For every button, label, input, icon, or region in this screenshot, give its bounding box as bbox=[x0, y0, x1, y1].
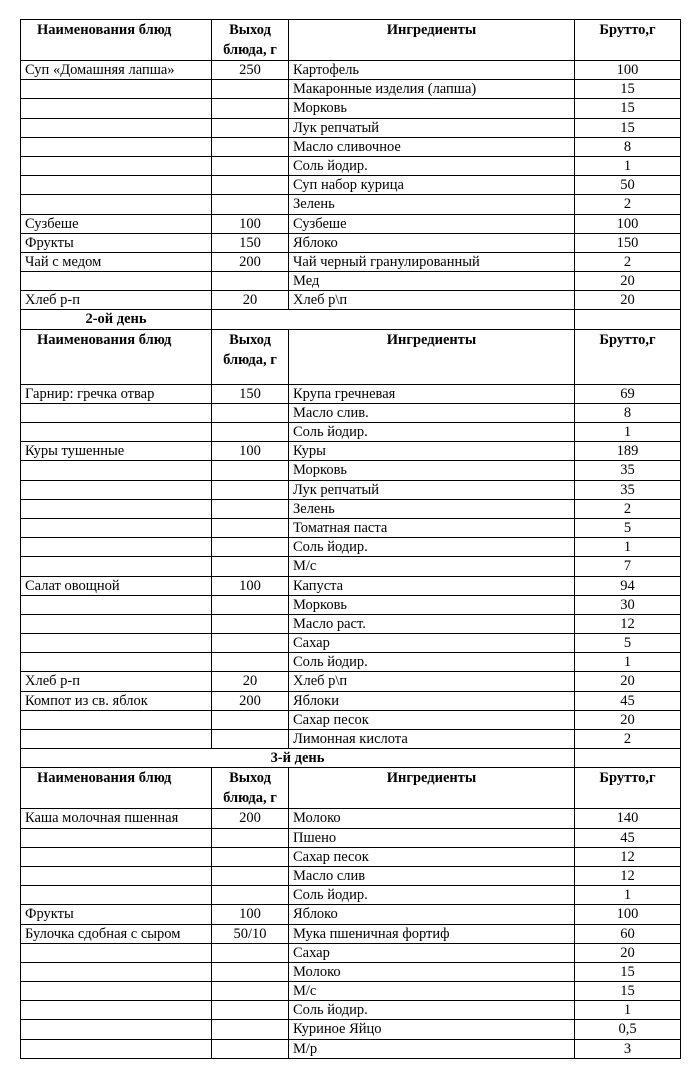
ingredient-name-cell: Сахар bbox=[289, 943, 575, 962]
table-row bbox=[21, 962, 681, 981]
ingredient-gross-cell: 5 bbox=[575, 634, 681, 653]
header-yield bbox=[212, 20, 289, 61]
ingredient-gross-cell: 8 bbox=[575, 403, 681, 422]
ingredient-name-cell: Молоко bbox=[289, 962, 575, 981]
ingredient-gross-cell: 1 bbox=[575, 653, 681, 672]
dish-yield-cell: 100 bbox=[212, 214, 289, 233]
ingredient-gross-cell: 15 bbox=[575, 118, 681, 137]
header-yield bbox=[212, 329, 289, 384]
ingredient-gross-cell: 69 bbox=[575, 384, 681, 403]
day-empty-cell bbox=[575, 749, 681, 768]
dish-yield-cell bbox=[212, 710, 289, 729]
dish-yield-cell: 50/10 bbox=[212, 924, 289, 943]
header-yield-line2: блюда, г bbox=[223, 351, 277, 368]
ingredient-gross-cell: 35 bbox=[575, 480, 681, 499]
table-row bbox=[21, 195, 681, 214]
ingredient-name-cell: Масло сливочное bbox=[289, 137, 575, 156]
ingredient-gross-cell: 20 bbox=[575, 291, 681, 310]
table-row bbox=[21, 730, 681, 749]
dish-name-cell bbox=[21, 461, 212, 480]
ingredient-gross-cell: 20 bbox=[575, 672, 681, 691]
day-label: 3-й день bbox=[21, 749, 575, 768]
dish-name-cell bbox=[21, 943, 212, 962]
table-row bbox=[21, 499, 681, 518]
table-row bbox=[21, 557, 681, 576]
dish-name-cell: Фрукты bbox=[21, 905, 212, 924]
dish-yield-cell bbox=[212, 634, 289, 653]
ingredient-gross-cell: 45 bbox=[575, 828, 681, 847]
table-row bbox=[21, 156, 681, 175]
table-row bbox=[21, 924, 681, 943]
dish-name-cell bbox=[21, 1039, 212, 1058]
ingredient-name-cell: Мед bbox=[289, 272, 575, 291]
ingredient-name-cell: М/с bbox=[289, 557, 575, 576]
ingredient-name-cell: Крупа гречневая bbox=[289, 384, 575, 403]
dish-yield-cell bbox=[212, 99, 289, 118]
table-row bbox=[21, 1001, 681, 1020]
table-row bbox=[21, 866, 681, 885]
dish-yield-cell bbox=[212, 176, 289, 195]
dish-yield-cell bbox=[212, 518, 289, 537]
dish-name-cell bbox=[21, 195, 212, 214]
dish-name-cell bbox=[21, 730, 212, 749]
header-dish: Наименования блюд bbox=[21, 20, 212, 61]
ingredient-gross-cell: 150 bbox=[575, 233, 681, 252]
dish-name-cell: Хлеб р-п bbox=[21, 291, 212, 310]
dish-name-cell bbox=[21, 176, 212, 195]
dish-yield-cell bbox=[212, 595, 289, 614]
dish-yield-cell bbox=[212, 828, 289, 847]
dish-yield-cell bbox=[212, 272, 289, 291]
header-yield-line1: Выход bbox=[229, 331, 271, 348]
dish-name-cell: Салат овощной bbox=[21, 576, 212, 595]
dish-yield-cell bbox=[212, 962, 289, 981]
ingredient-gross-cell: 7 bbox=[575, 557, 681, 576]
dish-yield-cell: 100 bbox=[212, 576, 289, 595]
table-row bbox=[21, 1039, 681, 1058]
ingredient-name-cell: Соль йодир. bbox=[289, 156, 575, 175]
ingredient-name-cell: Чай черный гранулированный bbox=[289, 252, 575, 271]
dish-name-cell bbox=[21, 866, 212, 885]
table-row bbox=[21, 653, 681, 672]
ingredient-gross-cell: 0,5 bbox=[575, 1020, 681, 1039]
dish-name-cell bbox=[21, 847, 212, 866]
dish-yield-cell: 20 bbox=[212, 672, 289, 691]
dish-name-cell: Суп «Домашняя лапша» bbox=[21, 61, 212, 80]
ingredient-name-cell: Томатная паста bbox=[289, 518, 575, 537]
dish-yield-cell bbox=[212, 1020, 289, 1039]
day-empty-cell bbox=[212, 310, 575, 329]
table-row bbox=[21, 118, 681, 137]
header-row bbox=[21, 768, 681, 809]
ingredient-name-cell: Соль йодир. bbox=[289, 653, 575, 672]
dish-name-cell bbox=[21, 962, 212, 981]
ingredient-name-cell: Макаронные изделия (лапша) bbox=[289, 80, 575, 99]
dish-yield-cell: 100 bbox=[212, 442, 289, 461]
ingredient-name-cell: Морковь bbox=[289, 595, 575, 614]
ingredient-gross-cell: 45 bbox=[575, 691, 681, 710]
ingredient-gross-cell: 2 bbox=[575, 252, 681, 271]
dish-yield-cell: 150 bbox=[212, 233, 289, 252]
dish-name-cell: Хлеб р-п bbox=[21, 672, 212, 691]
ingredient-name-cell: Соль йодир. bbox=[289, 886, 575, 905]
ingredient-name-cell: Яблоки bbox=[289, 691, 575, 710]
table-row bbox=[21, 80, 681, 99]
dish-name-cell bbox=[21, 982, 212, 1001]
table-row bbox=[21, 672, 681, 691]
ingredient-gross-cell: 1 bbox=[575, 156, 681, 175]
table-row bbox=[21, 634, 681, 653]
ingredient-name-cell: Зелень bbox=[289, 195, 575, 214]
table-row bbox=[21, 461, 681, 480]
ingredient-name-cell: Пшено bbox=[289, 828, 575, 847]
ingredient-name-cell: Капуста bbox=[289, 576, 575, 595]
header-yield-line1: Выход bbox=[229, 770, 271, 787]
table-row bbox=[21, 886, 681, 905]
table-row bbox=[21, 423, 681, 442]
ingredient-name-cell: Лук репчатый bbox=[289, 480, 575, 499]
dish-yield-cell bbox=[212, 195, 289, 214]
ingredient-name-cell: Яблоко bbox=[289, 905, 575, 924]
table-row bbox=[21, 905, 681, 924]
ingredient-gross-cell: 60 bbox=[575, 924, 681, 943]
table-row bbox=[21, 176, 681, 195]
ingredient-gross-cell: 8 bbox=[575, 137, 681, 156]
dish-name-cell bbox=[21, 99, 212, 118]
header-yield-line1: Выход bbox=[229, 22, 271, 38]
dish-yield-cell: 150 bbox=[212, 384, 289, 403]
ingredient-name-cell: Сузбеше bbox=[289, 214, 575, 233]
dish-name-cell bbox=[21, 423, 212, 442]
ingredient-name-cell: Лимонная кислота bbox=[289, 730, 575, 749]
header-yield-line2: блюда, г bbox=[223, 790, 277, 807]
dish-yield-cell bbox=[212, 866, 289, 885]
header-row bbox=[21, 329, 681, 384]
ingredient-name-cell: Масло слив bbox=[289, 866, 575, 885]
dish-yield-cell bbox=[212, 1039, 289, 1058]
header-dish: Наименования блюд bbox=[21, 329, 212, 384]
dish-yield-cell bbox=[212, 886, 289, 905]
dish-name-cell bbox=[21, 538, 212, 557]
ingredient-gross-cell: 35 bbox=[575, 461, 681, 480]
ingredient-name-cell: Хлеб р\п bbox=[289, 672, 575, 691]
table-row bbox=[21, 518, 681, 537]
ingredient-name-cell: М/с bbox=[289, 982, 575, 1001]
dish-name-cell: Фрукты bbox=[21, 233, 212, 252]
table-row bbox=[21, 99, 681, 118]
dish-name-cell: Булочка сдобная с сыром bbox=[21, 924, 212, 943]
dish-name-cell bbox=[21, 557, 212, 576]
ingredient-name-cell: М/р bbox=[289, 1039, 575, 1058]
dish-yield-cell: 200 bbox=[212, 252, 289, 271]
header-gross: Брутто,г bbox=[575, 329, 681, 384]
dish-name-cell: Гарнир: гречка отвар bbox=[21, 384, 212, 403]
table-row bbox=[21, 828, 681, 847]
ingredient-gross-cell: 50 bbox=[575, 176, 681, 195]
ingredient-gross-cell: 20 bbox=[575, 943, 681, 962]
ingredient-gross-cell: 5 bbox=[575, 518, 681, 537]
ingredient-gross-cell: 100 bbox=[575, 905, 681, 924]
table-row bbox=[21, 291, 681, 310]
dish-yield-cell bbox=[212, 1001, 289, 1020]
ingredient-gross-cell: 1 bbox=[575, 538, 681, 557]
dish-name-cell bbox=[21, 595, 212, 614]
dish-name-cell bbox=[21, 886, 212, 905]
ingredient-gross-cell: 100 bbox=[575, 61, 681, 80]
dish-yield-cell bbox=[212, 499, 289, 518]
table-row bbox=[21, 272, 681, 291]
table-row bbox=[21, 1020, 681, 1039]
ingredient-name-cell: Соль йодир. bbox=[289, 423, 575, 442]
dish-name-cell bbox=[21, 710, 212, 729]
header-ingredients: Ингредиенты bbox=[289, 20, 575, 61]
table-row bbox=[21, 442, 681, 461]
dish-yield-cell bbox=[212, 137, 289, 156]
dish-yield-cell: 250 bbox=[212, 61, 289, 80]
dish-yield-cell bbox=[212, 480, 289, 499]
dish-yield-cell bbox=[212, 423, 289, 442]
dish-yield-cell: 200 bbox=[212, 691, 289, 710]
ingredient-gross-cell: 20 bbox=[575, 272, 681, 291]
ingredient-gross-cell: 30 bbox=[575, 595, 681, 614]
header-yield-line2: блюда, г bbox=[223, 42, 277, 58]
dish-name-cell bbox=[21, 499, 212, 518]
dish-name-cell bbox=[21, 156, 212, 175]
day-row bbox=[21, 749, 681, 768]
ingredient-name-cell: Масло раст. bbox=[289, 614, 575, 633]
ingredient-gross-cell: 15 bbox=[575, 80, 681, 99]
table-row bbox=[21, 809, 681, 828]
ingredient-name-cell: Зелень bbox=[289, 499, 575, 518]
table-row bbox=[21, 982, 681, 1001]
dish-yield-cell: 20 bbox=[212, 291, 289, 310]
dish-yield-cell bbox=[212, 653, 289, 672]
ingredient-name-cell: Суп набор курица bbox=[289, 176, 575, 195]
ingredient-name-cell: Морковь bbox=[289, 99, 575, 118]
ingredient-gross-cell: 1 bbox=[575, 886, 681, 905]
table-row bbox=[21, 847, 681, 866]
dish-yield-cell bbox=[212, 614, 289, 633]
menu-table-body bbox=[21, 20, 681, 1059]
dish-name-cell bbox=[21, 828, 212, 847]
ingredient-name-cell: Куриное Яйцо bbox=[289, 1020, 575, 1039]
ingredient-gross-cell: 15 bbox=[575, 982, 681, 1001]
dish-name-cell bbox=[21, 137, 212, 156]
header-ingredients: Ингредиенты bbox=[289, 329, 575, 384]
day-row bbox=[21, 310, 681, 329]
dish-yield-cell bbox=[212, 118, 289, 137]
table-row bbox=[21, 137, 681, 156]
header-gross: Брутто,г bbox=[575, 20, 681, 61]
ingredient-name-cell: Мука пшеничная фортиф bbox=[289, 924, 575, 943]
dish-name-cell: Сузбеше bbox=[21, 214, 212, 233]
table-row bbox=[21, 384, 681, 403]
dish-name-cell bbox=[21, 118, 212, 137]
ingredient-gross-cell: 1 bbox=[575, 423, 681, 442]
ingredient-gross-cell: 140 bbox=[575, 809, 681, 828]
ingredient-gross-cell: 94 bbox=[575, 576, 681, 595]
dish-name-cell: Чай с медом bbox=[21, 252, 212, 271]
menu-table bbox=[20, 19, 681, 1059]
ingredient-gross-cell: 15 bbox=[575, 99, 681, 118]
table-row bbox=[21, 691, 681, 710]
ingredient-name-cell: Картофель bbox=[289, 61, 575, 80]
dish-yield-cell: 200 bbox=[212, 809, 289, 828]
header-yield bbox=[212, 768, 289, 809]
ingredient-gross-cell: 189 bbox=[575, 442, 681, 461]
table-row bbox=[21, 252, 681, 271]
dish-name-cell bbox=[21, 614, 212, 633]
dish-yield-cell bbox=[212, 557, 289, 576]
dish-yield-cell bbox=[212, 730, 289, 749]
dish-name-cell bbox=[21, 1020, 212, 1039]
ingredient-gross-cell: 12 bbox=[575, 614, 681, 633]
dish-name-cell bbox=[21, 653, 212, 672]
ingredient-name-cell: Яблоко bbox=[289, 233, 575, 252]
table-row bbox=[21, 403, 681, 422]
table-row bbox=[21, 538, 681, 557]
dish-name-cell: Компот из св. яблок bbox=[21, 691, 212, 710]
dish-name-cell bbox=[21, 272, 212, 291]
header-row bbox=[21, 20, 681, 61]
table-row bbox=[21, 614, 681, 633]
dish-yield-cell bbox=[212, 156, 289, 175]
table-row bbox=[21, 233, 681, 252]
ingredient-gross-cell: 15 bbox=[575, 962, 681, 981]
ingredient-name-cell: Сахар песок bbox=[289, 710, 575, 729]
ingredient-gross-cell: 2 bbox=[575, 195, 681, 214]
ingredient-name-cell: Соль йодир. bbox=[289, 1001, 575, 1020]
dish-yield-cell bbox=[212, 403, 289, 422]
dish-yield-cell bbox=[212, 943, 289, 962]
table-row bbox=[21, 214, 681, 233]
table-row bbox=[21, 61, 681, 80]
day-label: 2-ой день bbox=[21, 310, 212, 329]
dish-yield-cell bbox=[212, 847, 289, 866]
table-row bbox=[21, 943, 681, 962]
table-row bbox=[21, 710, 681, 729]
dish-name-cell: Каша молочная пшенная bbox=[21, 809, 212, 828]
ingredient-name-cell: Масло слив. bbox=[289, 403, 575, 422]
header-gross: Брутто,г bbox=[575, 768, 681, 809]
dish-yield-cell bbox=[212, 461, 289, 480]
dish-yield-cell bbox=[212, 80, 289, 99]
table-row bbox=[21, 576, 681, 595]
ingredient-gross-cell: 12 bbox=[575, 866, 681, 885]
ingredient-name-cell: Молоко bbox=[289, 809, 575, 828]
ingredient-gross-cell: 2 bbox=[575, 730, 681, 749]
dish-name-cell bbox=[21, 634, 212, 653]
header-ingredients: Ингредиенты bbox=[289, 768, 575, 809]
ingredient-gross-cell: 12 bbox=[575, 847, 681, 866]
dish-name-cell bbox=[21, 80, 212, 99]
dish-name-cell bbox=[21, 403, 212, 422]
dish-yield-cell bbox=[212, 538, 289, 557]
day-empty-cell bbox=[575, 310, 681, 329]
table-row bbox=[21, 480, 681, 499]
ingredient-gross-cell: 1 bbox=[575, 1001, 681, 1020]
ingredient-gross-cell: 3 bbox=[575, 1039, 681, 1058]
ingredient-name-cell: Соль йодир. bbox=[289, 538, 575, 557]
ingredient-name-cell: Сахар песок bbox=[289, 847, 575, 866]
ingredient-gross-cell: 2 bbox=[575, 499, 681, 518]
dish-yield-cell: 100 bbox=[212, 905, 289, 924]
dish-yield-cell bbox=[212, 982, 289, 1001]
dish-name-cell bbox=[21, 480, 212, 499]
ingredient-gross-cell: 100 bbox=[575, 214, 681, 233]
dish-name-cell: Куры тушенные bbox=[21, 442, 212, 461]
dish-name-cell bbox=[21, 518, 212, 537]
table-row bbox=[21, 595, 681, 614]
header-dish: Наименования блюд bbox=[21, 768, 212, 809]
ingredient-name-cell: Морковь bbox=[289, 461, 575, 480]
ingredient-gross-cell: 20 bbox=[575, 710, 681, 729]
ingredient-name-cell: Хлеб р\п bbox=[289, 291, 575, 310]
ingredient-name-cell: Лук репчатый bbox=[289, 118, 575, 137]
ingredient-name-cell: Куры bbox=[289, 442, 575, 461]
dish-name-cell bbox=[21, 1001, 212, 1020]
ingredient-name-cell: Сахар bbox=[289, 634, 575, 653]
